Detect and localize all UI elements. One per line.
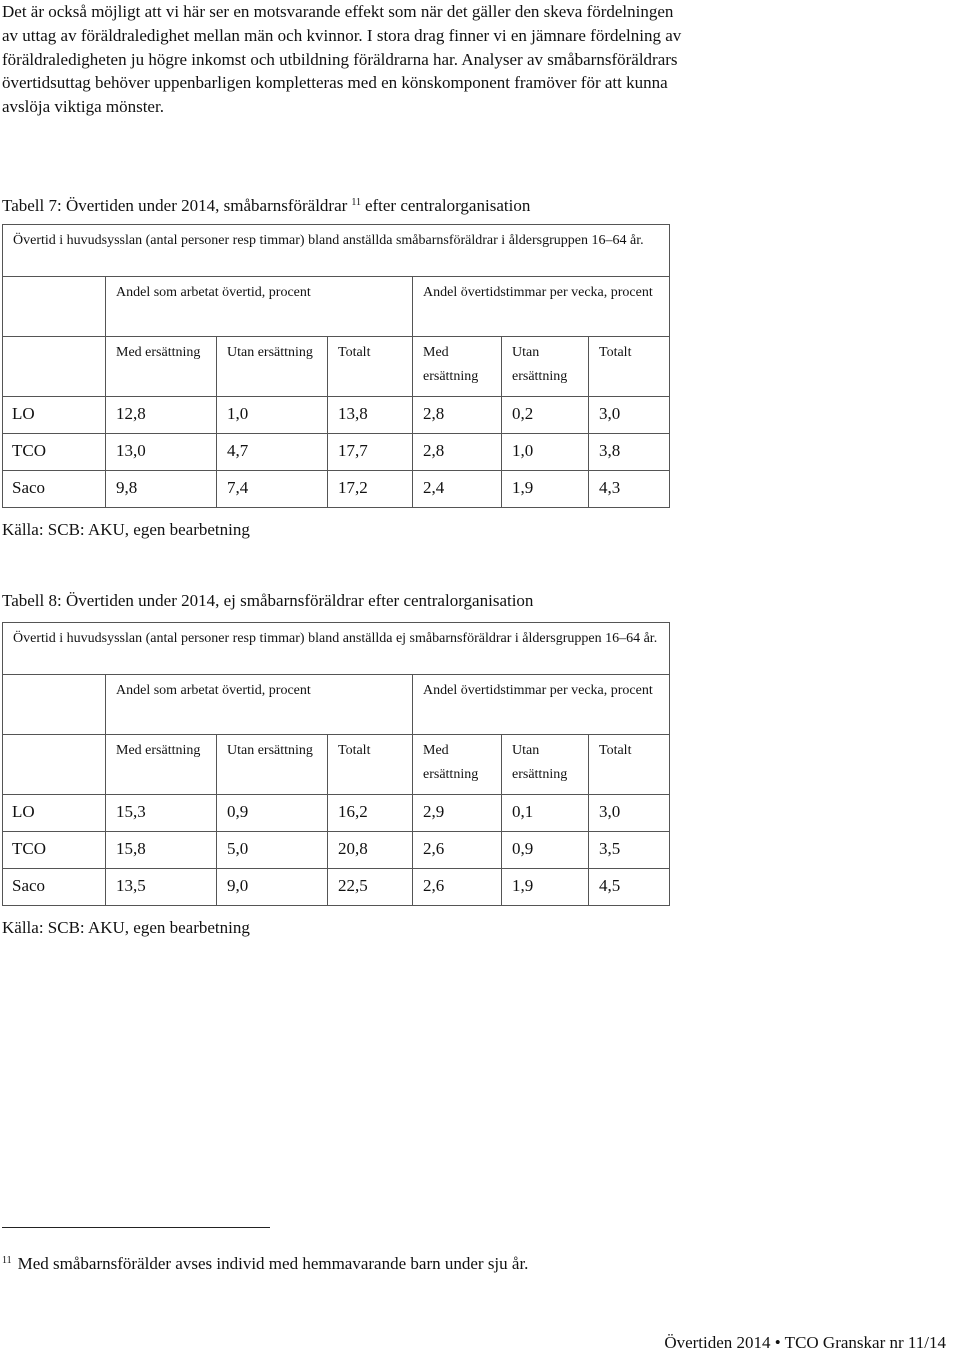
table8-source: Källa: SCB: AKU, egen bearbetning — [2, 918, 250, 937]
cell: 2,8 — [413, 397, 502, 434]
cell: 0,1 — [502, 795, 589, 832]
table7-col-utan: Utan ersättning — [217, 337, 328, 397]
table7-col-med: Med ersättning — [106, 337, 217, 397]
cell: 2,6 — [413, 832, 502, 869]
table-row — [3, 795, 670, 832]
table8-col-utan: Utan ersättning — [217, 735, 328, 795]
cell: 3,0 — [589, 397, 670, 434]
table8-col-med: Med ersättning — [106, 735, 217, 795]
cell: 16,2 — [328, 795, 413, 832]
table-row — [3, 471, 670, 508]
table7-col-totalt: Totalt — [589, 337, 670, 397]
table7 — [2, 224, 670, 508]
table8-corner-cell — [3, 675, 106, 735]
table8-col-utan: Utan ersättning — [502, 735, 589, 795]
table8 — [2, 622, 670, 906]
cell: 22,5 — [328, 869, 413, 906]
footnote — [2, 1250, 528, 1275]
table-row — [3, 397, 670, 434]
cell: 3,8 — [589, 434, 670, 471]
table8-corner-cell — [3, 735, 106, 795]
cell: 3,5 — [589, 832, 670, 869]
table7-col-utan: Utan ersättning — [502, 337, 589, 397]
table7-caption-text-after: efter centralorganisation — [364, 196, 531, 215]
cell: 1,0 — [502, 434, 589, 471]
footnote-divider — [2, 1227, 270, 1228]
table8-col-totalt: Totalt — [328, 735, 413, 795]
cell: 17,7 — [328, 434, 413, 471]
table7-corner-cell — [3, 337, 106, 397]
row-org: TCO — [3, 832, 106, 869]
cell: 15,8 — [106, 832, 217, 869]
table7-group-share: Andel som arbetat övertid, procent — [106, 277, 413, 337]
cell: 1,9 — [502, 471, 589, 508]
table7-caption-text: Tabell 7: Övertiden under 2014, småbarnsföräldrar — [2, 196, 348, 215]
cell: 7,4 — [217, 471, 328, 508]
cell: 2,6 — [413, 869, 502, 906]
cell: 1,0 — [217, 397, 328, 434]
table7-col-totalt: Totalt — [328, 337, 413, 397]
cell: 5,0 — [217, 832, 328, 869]
table8-caption: Tabell 8: Övertiden under 2014, ej småbarnsföräldrar efter centralorganisation — [2, 591, 534, 610]
cell: 13,8 — [328, 397, 413, 434]
table8-col-med: Med ersättning — [413, 735, 502, 795]
cell: 4,7 — [217, 434, 328, 471]
cell: 15,3 — [106, 795, 217, 832]
table8-group-share: Andel som arbetat övertid, procent — [106, 675, 413, 735]
table7-caption — [2, 192, 702, 217]
table-row — [3, 434, 670, 471]
row-org: LO — [3, 397, 106, 434]
cell: 0,2 — [502, 397, 589, 434]
cell: 4,3 — [589, 471, 670, 508]
cell: 13,0 — [106, 434, 217, 471]
table8-group-hours: Andel övertidstimmar per vecka, procent — [413, 675, 670, 735]
row-org: TCO — [3, 434, 106, 471]
table7-source: Källa: SCB: AKU, egen bearbetning — [2, 520, 250, 539]
table7-group-hours: Andel övertidstimmar per vecka, procent — [413, 277, 670, 337]
cell: 1,9 — [502, 869, 589, 906]
cell: 2,4 — [413, 471, 502, 508]
table8-description: Övertid i huvudsysslan (antal personer resp timmar) bland anställda ej småbarnsföräldrar i åldersgruppen 16–64 år. — [3, 623, 670, 675]
intro-paragraph: Det är också möjligt att vi här ser en motsvarande effekt som när det gäller den skeva fördelningen av uttag av föräldraledighet mellan män och kvinnor. I stora drag finner vi en jämnare fördelning av föräldraledigheten ju högre inkomst och utbildning föräldrarna har. Analyser av småbarnsföräldrars övertidsuttag behöver uppenbarligen kompletteras med en könskomponent framöver för att kunna avslöja viktiga mönster. — [2, 2, 682, 117]
table-row — [3, 869, 670, 906]
cell: 20,8 — [328, 832, 413, 869]
page-footer: Övertiden 2014 • TCO Granskar nr 11/14 — [664, 1333, 946, 1352]
footnote-text: Med småbarnsförälder avses individ med hemmavarande barn under sju år. — [17, 1254, 529, 1273]
table-row — [3, 832, 670, 869]
cell: 0,9 — [502, 832, 589, 869]
cell: 2,8 — [413, 434, 502, 471]
table7-description: Övertid i huvudsysslan (antal personer resp timmar) bland anställda småbarnsföräldrar i åldersgruppen 16–64 år. — [3, 225, 670, 277]
cell: 12,8 — [106, 397, 217, 434]
table7-corner-cell — [3, 277, 106, 337]
cell: 13,5 — [106, 869, 217, 906]
table7-col-med: Med ersättning — [413, 337, 502, 397]
cell: 17,2 — [328, 471, 413, 508]
row-org: Saco — [3, 869, 106, 906]
cell: 2,9 — [413, 795, 502, 832]
row-org: LO — [3, 795, 106, 832]
cell: 4,5 — [589, 869, 670, 906]
table7-footnote-ref[interactable]: 11 — [351, 197, 361, 208]
cell: 3,0 — [589, 795, 670, 832]
cell: 9,0 — [217, 869, 328, 906]
footnote-number: 11 — [2, 1255, 12, 1266]
cell: 9,8 — [106, 471, 217, 508]
cell: 0,9 — [217, 795, 328, 832]
row-org: Saco — [3, 471, 106, 508]
table8-col-totalt: Totalt — [589, 735, 670, 795]
